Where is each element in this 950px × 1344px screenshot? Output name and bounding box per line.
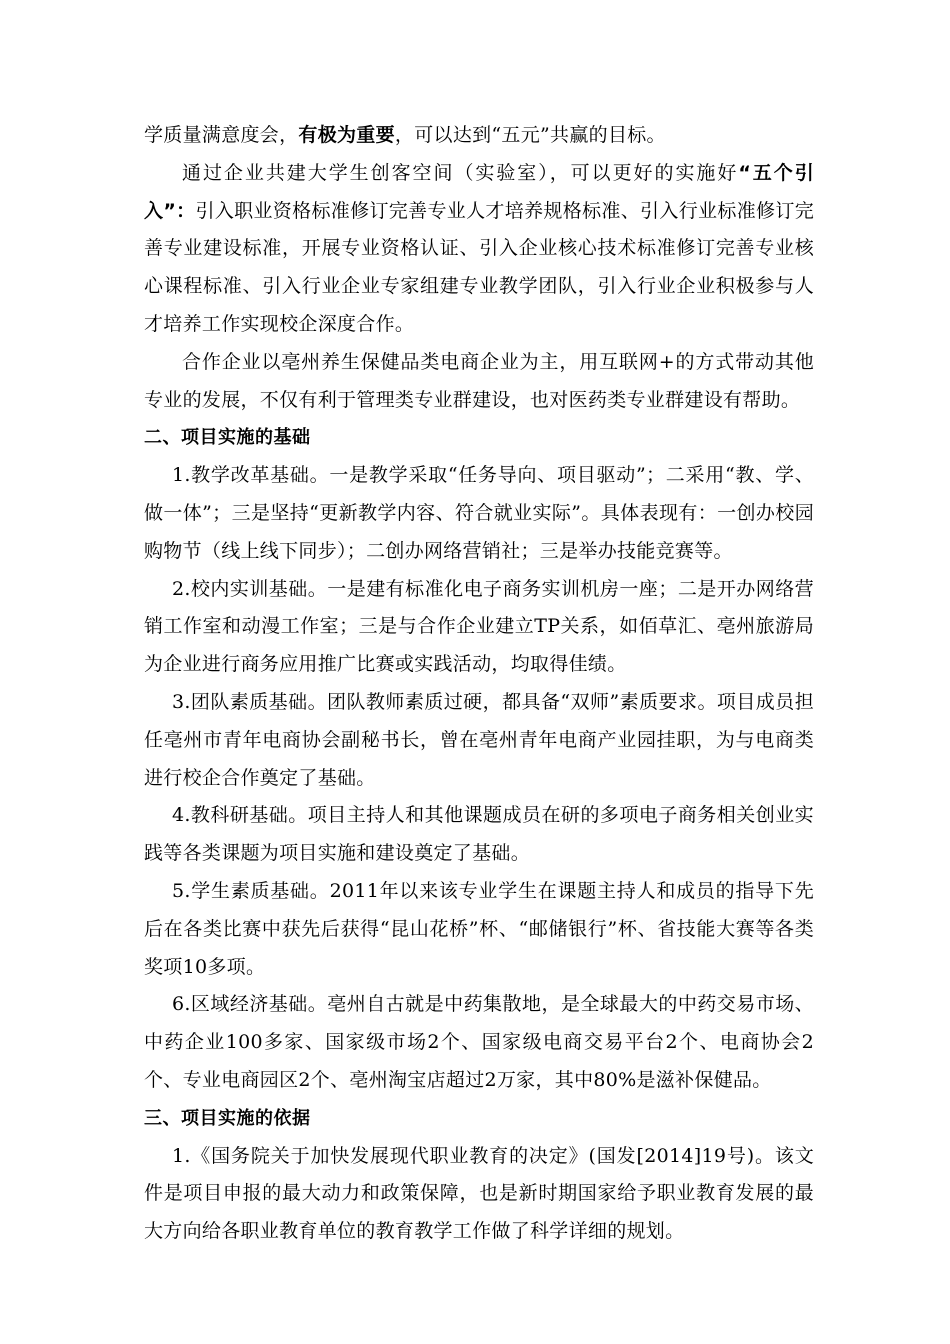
paragraph-five-introductions xyxy=(144,155,814,344)
paragraph-partner-enterprise: 合作企业以亳州养生保健品类电商企业为主，用互联网+的方式带动其他专业的发展，不仅有利于管理类专业群建设，也对医药类专业群建设有帮助。 xyxy=(144,350,814,411)
intro-text: 学质量满意度会， xyxy=(144,124,299,146)
five-intro-body: 引入职业资格标准修订完善专业人才培养规格标准、引入行业标准修订完善专业建设标准，开展专业资格认证、引入企业核心技术标准修订完善专业核心课程标准、引入行业企业专家组建专业教学团队，引入行业企业积极参与人才培养工作实现校企深度合作。 xyxy=(144,199,814,335)
intro-text-end: ，可以达到“五元”共赢的目标。 xyxy=(394,124,666,146)
paragraph-intro xyxy=(144,117,814,155)
basis-item-state-council: 1.《国务院关于加快发展现代职业教育的决定》(国发[2014]19号)。该文件是项目申报的最大动力和政策保障，也是新时期国家给予职业教育发展的最大方向给各职业教育单位的教育教学工作做了科学详细的规划。 xyxy=(144,1144,814,1243)
foundation-item-training: 2.校内实训基础。一是建有标准化电子商务实训机房一座；二是开办网络营销工作室和动漫工作室；三是与合作企业建立TP关系，如佰草汇、亳州旅游局为企业进行商务应用推广比赛或实践活动，均取得佳绩。 xyxy=(144,577,814,676)
document-page xyxy=(144,117,814,1251)
foundation-item-students: 5.学生素质基础。2011年以来该专业学生在课题主持人和成员的指导下先后在各类比赛中获先后获得“昆山花桥”杯、“邮储银行”杯、省技能大赛等各类奖项10多项。 xyxy=(144,879,814,978)
section-heading-basis: 三、项目实施的依据 xyxy=(144,1107,311,1129)
foundation-item-team: 3.团队素质基础。团队教师素质过硬，都具备“双师”素质要求。项目成员担任亳州市青年电商协会副秘书长，曾在亳州青年电商产业园挂职，为与电商类进行校企合作奠定了基础。 xyxy=(144,690,814,789)
intro-emphasis: 有极为重要 xyxy=(298,124,395,146)
foundation-item-regional-economy: 6.区域经济基础。亳州自古就是中药集散地，是全球最大的中药交易市场、中药企业100多家、国家级市场2个、国家级电商交易平台2个、电商协会2个、专业电商园区2个、亳州淘宝店超过2万家，其中80%是滋补保健品。 xyxy=(144,993,814,1091)
foundation-item-research: 4.教科研基础。项目主持人和其他课题成员在研的多项电子商务相关创业实践等各类课题为项目实施和建设奠定了基础。 xyxy=(144,804,814,865)
foundation-item-teaching-reform: 1.教学改革基础。一是教学采取“任务导向、项目驱动”；二采用“教、学、做一体”；三是坚持“更新教学内容、符合就业实际”。具体表现有：一创办校园购物节（线上线下同步）；二创办网络营销社；三是举办技能竞赛等。 xyxy=(144,464,814,562)
section-heading-foundation: 二、项目实施的基础 xyxy=(144,427,311,449)
five-intro-emphasis: “五个引入”： xyxy=(144,161,815,222)
five-intro-lead: 通过企业共建大学生创客空间（实验室），可以更好的实施好 xyxy=(182,161,739,184)
